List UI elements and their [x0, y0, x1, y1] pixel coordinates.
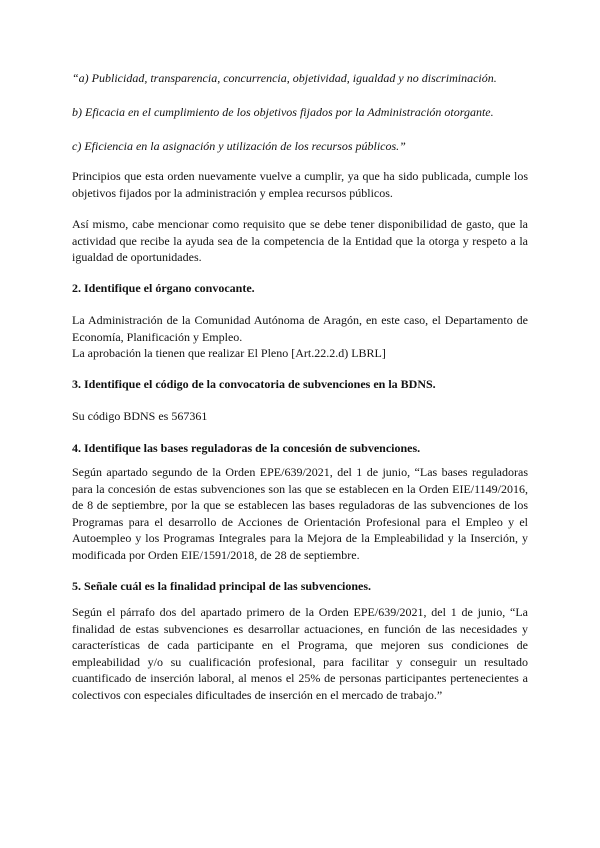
quote-item-a: “a) Publicidad, transparencia, concurrencia, objetividad, igualdad y no discriminación.	[72, 71, 497, 85]
section-5-heading: 5. Señale cuál es la finalidad principal de las subvenciones.	[72, 579, 372, 593]
paragraph-principios: Principios que esta orden nuevamente vuelve a cumplir, ya que ha sido publicada, cumple los objetivos fijados por la administración y emplea recursos públicos.	[72, 169, 528, 200]
section-4-heading: 4. Identifique las bases reguladoras de la concesión de subvenciones.	[72, 441, 421, 455]
section-2-body	[72, 312, 528, 362]
section-2-heading: 2. Identifique el órgano convocante.	[72, 281, 255, 295]
quote-item-c: c) Eficiencia en la asignación y utilización de los recursos públicos.”	[72, 139, 406, 153]
section-2-body-line-1: La Administración de la Comunidad Autónoma de Aragón, en este caso, el Departamento de Economía, Planificación y Empleo.	[72, 313, 528, 344]
section-5-body: Según el párrafo dos del apartado primero de la Orden EPE/639/2021, del 1 de junio, “La finalidad de estas subvenciones es desarrollar actuaciones, en función de las necesidades y características de cada participante en el Programa, que mejoren sus condiciones de empleabilidad y/o su cualificación profesional, para facilitar y conseguir un resultado cuantificado de inserción laboral, al menos el 25% de personas participantes pertenecientes a colectivos con especiales dificultades de inserción en el mercado de trabajo.”	[72, 605, 528, 702]
section-3-body: Su código BDNS es 567361	[72, 409, 208, 423]
section-2-body-line-2: La aprobación la tienen que realizar El Pleno [Art.22.2.d) LBRL]	[72, 346, 386, 360]
paragraph-asimismo: Así mismo, cabe mencionar como requisito que se debe tener disponibilidad de gasto, que la actividad que recibe la ayuda sea de la competencia de la Entidad que la otorga y respeto a la igualdad de oportunidades.	[72, 217, 528, 264]
quote-item-b: b) Eficacia en el cumplimiento de los objetivos fijados por la Administración otorgante.	[72, 105, 494, 119]
section-3-heading: 3. Identifique el código de la convocatoria de subvenciones en la BDNS.	[72, 377, 436, 391]
section-4-body: Según apartado segundo de la Orden EPE/639/2021, del 1 de junio, “Las bases reguladoras para la concesión de estas subvenciones son las que se establecen en la Orden EIE/1149/2016, de 8 de septiembre, por la que se establecen las bases reguladoras de las subvenciones de los Programas para el desarrollo de Acciones de Orientación Profesional para el Empleo y el Autoempleo y los Programas Integrales para la Mejora de la Empleabilidad y la Inserción, y modificada por Orden EIE/1591/2018, de 28 de septiembre.	[72, 465, 528, 562]
